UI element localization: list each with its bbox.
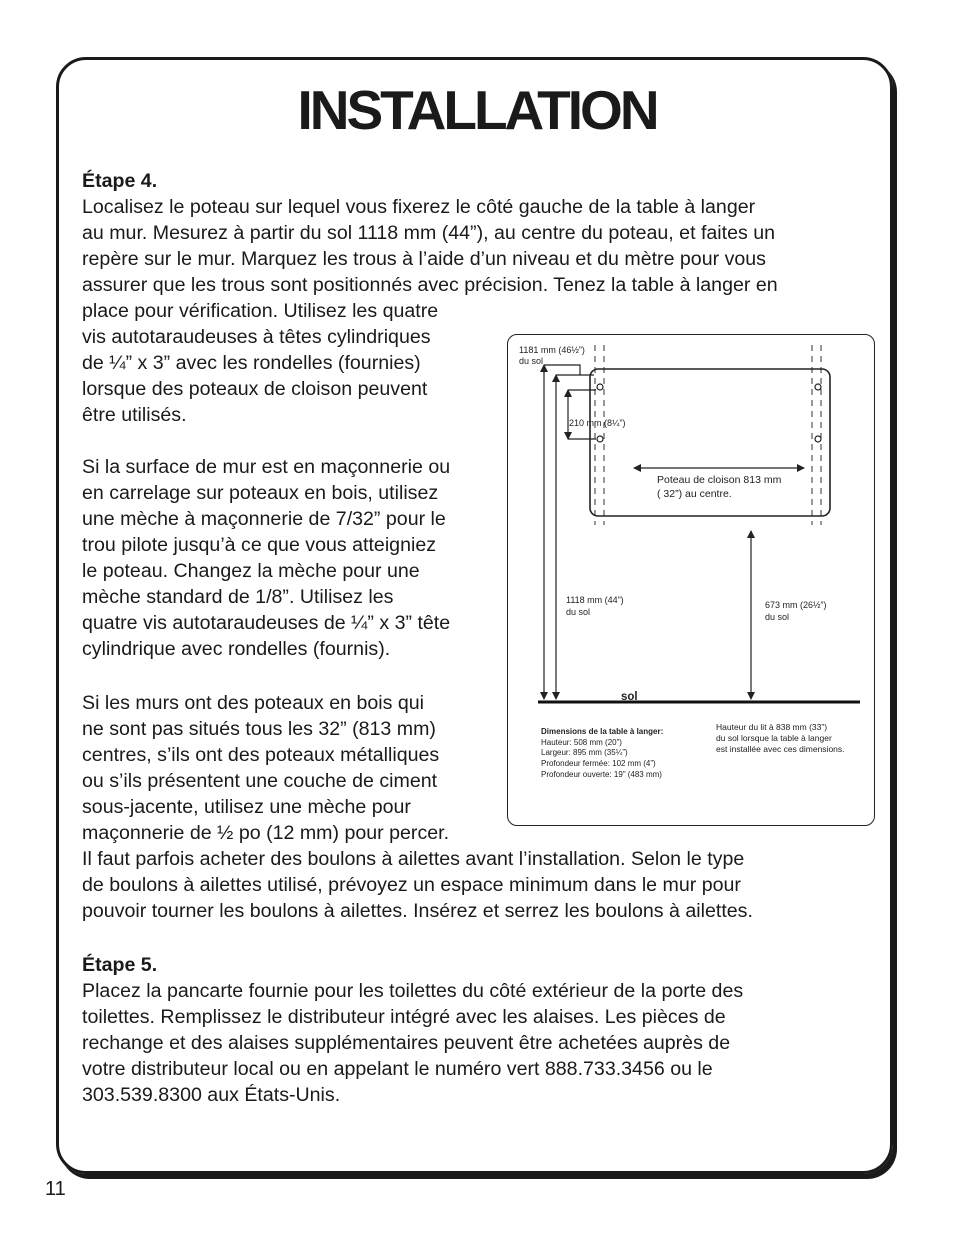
step5-line: Placez la pancarte fournie pour les toilettes du côté extérieur de la porte des bbox=[82, 980, 744, 1002]
diagram-drawing bbox=[508, 335, 876, 827]
step5-heading: Étape 5. bbox=[82, 954, 158, 976]
top-height-label: 1181 mm (46½”) bbox=[519, 345, 585, 355]
page-title: INSTALLATION bbox=[297, 79, 657, 141]
dimension-item: Largeur: 895 mm (35¼”) bbox=[541, 748, 628, 757]
step4-line: repère sur le mur. Marquez les trous à l’aide d’un niveau et du mètre pour vous bbox=[82, 248, 766, 270]
bed-height-note: est installée avec ces dimensions. bbox=[716, 744, 845, 754]
step4-line: être utilisés. bbox=[82, 404, 187, 426]
dimensions-title: Dimensions de la table à langer: bbox=[541, 727, 664, 736]
stud-spacing-label: Poteau de cloison 813 mm bbox=[657, 474, 782, 486]
dimension-item: Hauteur: 508 mm (20”) bbox=[541, 738, 622, 747]
step4-line: trou pilote jusqu’à ce que vous atteigniez bbox=[82, 534, 437, 556]
step4-line: maçonnerie de ½ po (12 mm) pour percer. bbox=[82, 822, 450, 844]
step5-line: votre distributeur local ou en appelant le numéro vert 888.733.3456 ou le bbox=[82, 1058, 713, 1080]
step4-line: assurer que les trous sont positionnés avec précision. Tenez la table à langer en bbox=[82, 274, 778, 296]
step4-line: lorsque des poteaux de cloison peuvent bbox=[82, 378, 428, 400]
mount-height-sub: du sol bbox=[566, 607, 591, 617]
floor-label: sol bbox=[621, 691, 638, 703]
step4-line: Si les murs ont des poteaux en bois qui bbox=[82, 692, 425, 714]
mount-height-label: 1118 mm (44”) bbox=[566, 595, 624, 605]
bed-height-label: 673 mm (26½”) bbox=[765, 600, 827, 610]
step4-line: Localisez le poteau sur lequel vous fixerez le côté gauche de la table à langer bbox=[82, 196, 756, 218]
step4-line: ou s’ils présentent une couche de ciment bbox=[82, 770, 438, 792]
step4-line: place pour vérification. Utilisez les quatre bbox=[82, 300, 439, 322]
step5-line: 303.539.8300 aux États-Unis. bbox=[82, 1084, 341, 1106]
step4-line: sous-jacente, utilisez une mèche pour bbox=[82, 796, 411, 818]
dimension-item: Profondeur ouverte: 19” (483 mm) bbox=[541, 770, 662, 779]
step4-line: pouvoir tourner les boulons à ailettes. Insérez et serrez les boulons à ailettes. bbox=[82, 900, 753, 922]
step4-heading: Étape 4. bbox=[82, 170, 158, 192]
installation-diagram bbox=[507, 334, 875, 826]
stud-spacing-sub: ( 32”) au centre. bbox=[657, 488, 732, 500]
step4-line: cylindrique avec rondelles (fournis). bbox=[82, 638, 391, 660]
step5-line: toilettes. Remplissez le distributeur intégré avec les alaises. Les pièces de bbox=[82, 1006, 726, 1028]
step4-line: de boulons à ailettes utilisé, prévoyez un espace minimum dans le mur pour bbox=[82, 874, 741, 896]
step4-line: ne sont pas situés tous les 32” (813 mm) bbox=[82, 718, 436, 740]
step5-line: rechange et des alaises supplémentaires peuvent être achetées auprès de bbox=[82, 1032, 731, 1054]
step4-line: Si la surface de mur est en maçonnerie ou bbox=[82, 456, 451, 478]
top-height-sub: du sol bbox=[519, 356, 544, 366]
dimension-item: Profondeur fermée: 102 mm (4”) bbox=[541, 759, 656, 768]
step4-line: de ¼” x 3” avec les rondelles (fournies) bbox=[82, 352, 421, 374]
step4-line: mèche standard de 1/8”. Utilisez les bbox=[82, 586, 394, 608]
bed-height-note: du sol lorsque la table à langer bbox=[716, 733, 832, 743]
bed-height-note: Hauteur du lit à 838 mm (33”) bbox=[716, 722, 828, 732]
step4-line: vis autotaraudeuses à têtes cylindriques bbox=[82, 326, 431, 348]
hole-spacing-label: 210 mm (8¼”) bbox=[569, 418, 626, 428]
bed-height-sub: du sol bbox=[765, 612, 790, 622]
step4-line: en carrelage sur poteaux en bois, utilisez bbox=[82, 482, 439, 504]
step4-line: quatre vis autotaraudeuses de ¼” x 3” tête bbox=[82, 612, 451, 634]
height-arrows bbox=[544, 365, 804, 699]
step4-line: une mèche à maçonnerie de 7/32” pour le bbox=[82, 508, 446, 530]
step4-line: centres, s’ils ont des poteaux métalliques bbox=[82, 744, 440, 766]
mounting-holes bbox=[597, 384, 821, 442]
step4-line: au mur. Mesurez à partir du sol 1118 mm (44”), au centre du poteau, et faites un bbox=[82, 222, 776, 244]
step4-line: Il faut parfois acheter des boulons à ailettes avant l’installation. Selon le type bbox=[82, 848, 745, 870]
step4-line: le poteau. Changez la mèche pour une bbox=[82, 560, 420, 582]
page-number: 11 bbox=[45, 1178, 66, 1200]
